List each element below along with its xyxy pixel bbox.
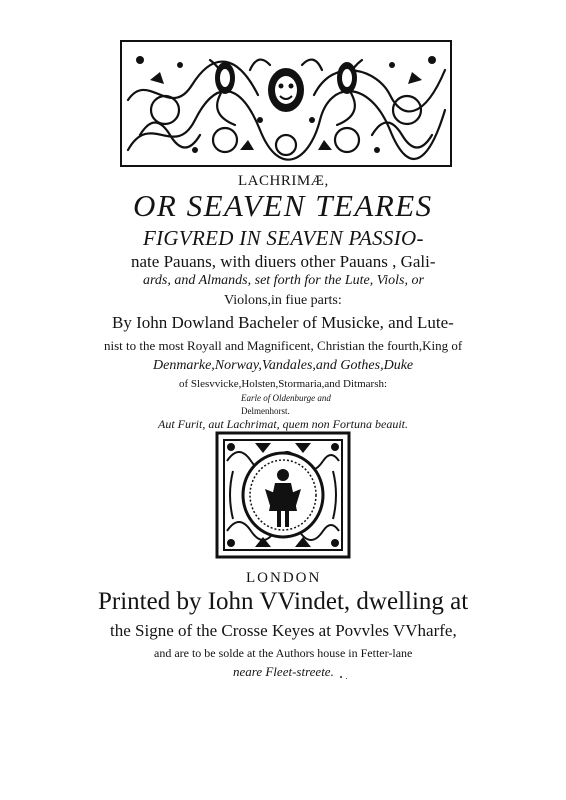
imprint-line-1: Printed by Iohn VVindet, dwelling at [98, 588, 469, 615]
dedication-line-4: of Slesvvicke,Holsten,Stormaria,and Ditmarsh: [179, 378, 388, 390]
ink-speck [346, 678, 347, 679]
title-line-6: Violons,in fiue parts: [224, 293, 342, 308]
imprint-city: LONDON [246, 570, 322, 586]
dedication-line-6: Delmenhorst. [241, 406, 290, 416]
dedication-line-3: Denmarke,Norway,Vandales,and Gothes,Duke [153, 358, 414, 373]
imprint-line-4: neare Fleet-streete. [233, 664, 334, 679]
title-line-4: nate Pauans, with diuers other Pauans , Gali- [131, 252, 436, 271]
title-line-5: ards, and Almands, set forth for the Lute, Viols, or [143, 273, 424, 288]
title-line-3: FIGVRED IN SEAVEN PASSIO- [143, 226, 424, 250]
title-line-1: LACHRIMÆ, [238, 173, 329, 189]
latin-motto: Aut Furit, aut Lachrimat, quem non Fortuna beauit. [158, 417, 408, 431]
imprint-line-2: the Signe of the Crosse Keyes at Povvles VVharfe, [110, 621, 457, 640]
ornamental-headpiece [120, 40, 452, 167]
printers-device-emblem [215, 431, 351, 559]
ink-speck [340, 676, 342, 678]
title-line-2: OR SEAVEN TEARES [133, 188, 433, 223]
dedication-line-1: By Iohn Dowland Bacheler of Musicke, and Lute- [112, 313, 454, 332]
dedication-line-2: nist to the most Royall and Magnificent, Christian the fourth,King of [104, 338, 463, 353]
imprint-line-3: and are to be solde at the Authors house in Fetter-lane [154, 646, 413, 660]
dedication-line-5: Earle of Oldenburge and [241, 393, 331, 403]
